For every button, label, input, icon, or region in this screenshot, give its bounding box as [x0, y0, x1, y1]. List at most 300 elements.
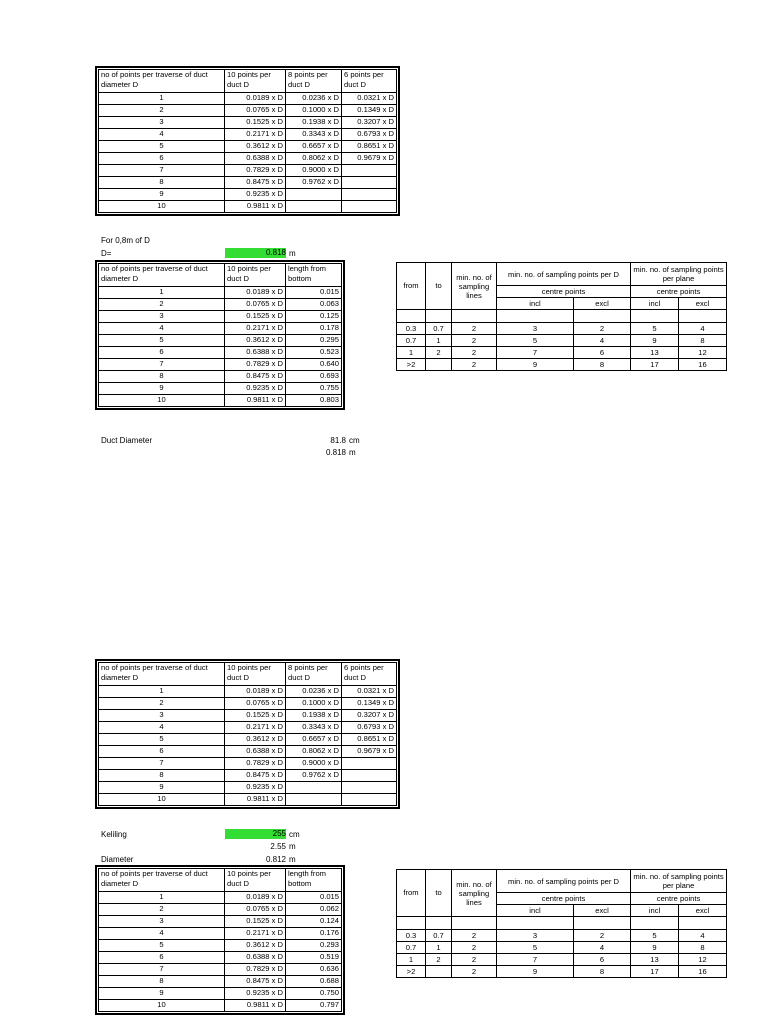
blank-cell [574, 310, 631, 323]
keliling-label: Keliling [101, 830, 127, 839]
per-d-excl: 8 [574, 359, 631, 371]
point-number: 3 [99, 916, 225, 928]
point-number: 4 [99, 722, 225, 734]
to-value [426, 966, 452, 978]
points-header: no of points per traverse of duct diameter D [99, 70, 225, 93]
length-from-bottom: 0.523 [286, 347, 342, 359]
factor-10: 0.8475 x D [225, 371, 286, 383]
table-row [99, 686, 397, 698]
table-row [99, 710, 397, 722]
table-row [99, 952, 342, 964]
10-points-header: 10 points per duct D [225, 663, 286, 686]
d-value: 0.818 [265, 248, 286, 257]
factor-10: 0.1525 x D [225, 311, 286, 323]
per-plane-incl: 9 [631, 335, 679, 347]
point-number: 8 [99, 976, 225, 988]
blank-cell [452, 917, 497, 930]
table-row [99, 371, 342, 383]
table-row [99, 323, 342, 335]
min-lines-value: 2 [452, 347, 497, 359]
blank-cell [426, 310, 452, 323]
from-value: 0.7 [397, 942, 426, 954]
length-table-1 [98, 263, 342, 407]
table-row [99, 189, 397, 201]
length-from-bottom: 0.124 [286, 916, 342, 928]
table-row [99, 299, 342, 311]
duct-diameter-cm-unit: cm [349, 436, 360, 445]
factor-8: 0.9000 x D [286, 165, 342, 177]
table-row [99, 746, 397, 758]
point-number: 9 [99, 782, 225, 794]
length-from-bottom: 0.015 [286, 892, 342, 904]
table-row [99, 976, 342, 988]
per-d-excl: 4 [574, 335, 631, 347]
table-row [397, 323, 727, 335]
table-row [99, 758, 397, 770]
factor-10: 0.0189 x D [225, 892, 286, 904]
table-row [99, 93, 397, 105]
centre-points-header: centre points [631, 893, 727, 905]
factor-10: 0.0765 x D [225, 698, 286, 710]
length-header: length from bottom [286, 869, 342, 892]
table-row [99, 698, 397, 710]
from-header: from [397, 263, 426, 310]
to-value [426, 359, 452, 371]
factor-8: 0.8062 x D [286, 153, 342, 165]
excl-header: excl [679, 298, 727, 310]
factor-8: 0.1938 x D [286, 117, 342, 129]
factor-6 [342, 189, 397, 201]
factor-6: 0.3207 x D [342, 710, 397, 722]
diameter-unit: m [289, 855, 296, 864]
table-row [99, 347, 342, 359]
blank-cell [631, 310, 679, 323]
factor-10: 0.9235 x D [225, 189, 286, 201]
length-from-bottom: 0.750 [286, 988, 342, 1000]
table-row [99, 335, 342, 347]
length-from-bottom: 0.636 [286, 964, 342, 976]
header-row [99, 70, 397, 93]
table-row [99, 383, 342, 395]
blank-cell [497, 917, 574, 930]
per-plane-excl: 8 [679, 942, 727, 954]
point-number: 10 [99, 1000, 225, 1012]
factor-10: 0.0189 x D [225, 93, 286, 105]
per-plane-excl: 4 [679, 323, 727, 335]
table-row [397, 359, 727, 371]
per-d-incl: 5 [497, 942, 574, 954]
factor-8 [286, 189, 342, 201]
per-plane-excl: 4 [679, 930, 727, 942]
table-row [397, 966, 727, 978]
length-from-bottom: 0.693 [286, 371, 342, 383]
from-header: from [397, 870, 426, 917]
point-number: 9 [99, 988, 225, 1000]
factor-6: 0.9679 x D [342, 153, 397, 165]
table-row [99, 165, 397, 177]
points-table-bottom-body [99, 663, 397, 806]
factor-8: 0.0236 x D [286, 686, 342, 698]
factor-10: 0.3612 x D [225, 141, 286, 153]
per-plane-header: min. no. of sampling points per plane [631, 263, 727, 286]
to-value: 1 [426, 942, 452, 954]
point-number: 6 [99, 153, 225, 165]
factor-8: 0.6657 x D [286, 141, 342, 153]
length-table-2-body [99, 869, 342, 1012]
factor-6: 0.8651 x D [342, 141, 397, 153]
factor-6: 0.6793 x D [342, 722, 397, 734]
table-row [99, 287, 342, 299]
point-number: 2 [99, 299, 225, 311]
table-row [99, 928, 342, 940]
factor-6 [342, 794, 397, 806]
length-from-bottom: 0.688 [286, 976, 342, 988]
factor-6: 0.1349 x D [342, 698, 397, 710]
factor-10: 0.9811 x D [225, 201, 286, 213]
min-lines-value: 2 [452, 966, 497, 978]
incl-header: incl [631, 298, 679, 310]
factor-10: 0.1525 x D [225, 710, 286, 722]
per-d-excl: 6 [574, 954, 631, 966]
from-value: >2 [397, 966, 426, 978]
per-plane-incl: 13 [631, 347, 679, 359]
keliling-cm-unit: cm [289, 830, 300, 839]
factor-10: 0.0189 x D [225, 686, 286, 698]
point-number: 2 [99, 698, 225, 710]
point-number: 9 [99, 189, 225, 201]
factor-10: 0.0765 x D [225, 105, 286, 117]
factor-10: 0.1525 x D [225, 916, 286, 928]
factor-10: 0.0765 x D [225, 904, 286, 916]
incl-header: incl [631, 905, 679, 917]
factor-8: 0.9762 x D [286, 770, 342, 782]
point-number: 7 [99, 964, 225, 976]
factor-8: 0.9000 x D [286, 758, 342, 770]
diameter-value: 0.812 [265, 855, 286, 864]
point-number: 1 [99, 93, 225, 105]
factor-10: 0.9811 x D [225, 794, 286, 806]
keliling-m: 2.55 [270, 842, 286, 851]
point-number: 7 [99, 165, 225, 177]
factor-6 [342, 201, 397, 213]
factor-10: 0.9235 x D [225, 988, 286, 1000]
point-number: 1 [99, 892, 225, 904]
length-from-bottom: 0.063 [286, 299, 342, 311]
to-header: to [426, 263, 452, 310]
header-row [397, 263, 727, 286]
factor-10: 0.8475 x D [225, 177, 286, 189]
d-unit: m [289, 249, 296, 258]
factor-8: 0.8062 x D [286, 746, 342, 758]
min-lines-value: 2 [452, 930, 497, 942]
per-plane-excl: 12 [679, 954, 727, 966]
per-plane-excl: 16 [679, 359, 727, 371]
per-d-header: min. no. of sampling points per D [497, 263, 631, 286]
factor-8: 0.0236 x D [286, 93, 342, 105]
keliling-cm: 255 [272, 829, 286, 838]
blank-cell [452, 310, 497, 323]
factor-10: 0.6388 x D [225, 153, 286, 165]
to-header: to [426, 870, 452, 917]
length-from-bottom: 0.293 [286, 940, 342, 952]
factor-6 [342, 770, 397, 782]
table-row [99, 311, 342, 323]
keliling-m-unit: m [289, 842, 296, 851]
header-row [397, 870, 727, 893]
table-row [99, 794, 397, 806]
from-value: 1 [397, 954, 426, 966]
table-row [99, 105, 397, 117]
header-row [99, 264, 342, 287]
length-from-bottom: 0.803 [286, 395, 342, 407]
factor-6: 0.0321 x D [342, 93, 397, 105]
table-row [99, 940, 342, 952]
per-plane-incl: 13 [631, 954, 679, 966]
factor-6: 0.0321 x D [342, 686, 397, 698]
table-row [397, 930, 727, 942]
min-lines-value: 2 [452, 335, 497, 347]
point-number: 5 [99, 335, 225, 347]
per-d-excl: 4 [574, 942, 631, 954]
table-row [99, 782, 397, 794]
point-number: 3 [99, 311, 225, 323]
length-table-1-body [99, 264, 342, 407]
point-number: 3 [99, 710, 225, 722]
per-plane-incl: 5 [631, 930, 679, 942]
10-points-header: 10 points per duct D [225, 869, 286, 892]
per-plane-incl: 17 [631, 359, 679, 371]
point-number: 10 [99, 794, 225, 806]
factor-10: 0.2171 x D [225, 129, 286, 141]
excl-header: excl [574, 905, 631, 917]
per-d-incl: 7 [497, 954, 574, 966]
factor-6 [342, 758, 397, 770]
factor-8 [286, 794, 342, 806]
per-plane-header: min. no. of sampling points per plane [631, 870, 727, 893]
length-from-bottom: 0.755 [286, 383, 342, 395]
factor-10: 0.9235 x D [225, 782, 286, 794]
table-row [99, 141, 397, 153]
per-plane-excl: 12 [679, 347, 727, 359]
table-row [99, 1000, 342, 1012]
factor-10: 0.0765 x D [225, 299, 286, 311]
per-plane-incl: 9 [631, 942, 679, 954]
table-row [99, 722, 397, 734]
per-d-excl: 2 [574, 323, 631, 335]
length-from-bottom: 0.519 [286, 952, 342, 964]
sampling-table-2 [396, 869, 727, 978]
min-lines-value: 2 [452, 942, 497, 954]
per-d-incl: 9 [497, 359, 574, 371]
d-label: D= [101, 249, 112, 258]
table-row [99, 770, 397, 782]
points-table-top-body [99, 70, 397, 213]
point-number: 10 [99, 395, 225, 407]
min-lines-value: 2 [452, 359, 497, 371]
length-from-bottom: 0.640 [286, 359, 342, 371]
blank-cell [574, 917, 631, 930]
factor-8: 0.1000 x D [286, 105, 342, 117]
from-value: 0.3 [397, 323, 426, 335]
excl-header: excl [679, 905, 727, 917]
table-row [99, 129, 397, 141]
factor-10: 0.0189 x D [225, 287, 286, 299]
incl-header: incl [497, 905, 574, 917]
duct-diameter-label: Duct Diameter [101, 436, 153, 445]
points-header: no of points per traverse of duct diameter D [99, 264, 225, 287]
section1-note: For 0,8m of D [101, 236, 150, 245]
min-lines-header: min. no. of sampling lines [452, 870, 497, 917]
points-table-top [98, 69, 397, 213]
factor-8: 0.6657 x D [286, 734, 342, 746]
to-value: 0.7 [426, 930, 452, 942]
factor-10: 0.9235 x D [225, 383, 286, 395]
point-number: 6 [99, 347, 225, 359]
points-header: no of points per traverse of duct diameter D [99, 663, 225, 686]
min-lines-value: 2 [452, 323, 497, 335]
length-from-bottom: 0.125 [286, 311, 342, 323]
factor-8: 0.1938 x D [286, 710, 342, 722]
per-d-excl: 8 [574, 966, 631, 978]
factor-6: 0.8651 x D [342, 734, 397, 746]
centre-points-header: centre points [497, 286, 631, 298]
table-row [397, 942, 727, 954]
point-number: 7 [99, 758, 225, 770]
table-row [99, 916, 342, 928]
factor-6: 0.3207 x D [342, 117, 397, 129]
table-row [99, 904, 342, 916]
factor-8: 0.9762 x D [286, 177, 342, 189]
per-plane-excl: 16 [679, 966, 727, 978]
point-number: 6 [99, 952, 225, 964]
per-d-excl: 2 [574, 930, 631, 942]
point-number: 5 [99, 734, 225, 746]
per-d-incl: 3 [497, 930, 574, 942]
blank-cell [426, 917, 452, 930]
length-table-2 [98, 868, 342, 1012]
factor-8 [286, 201, 342, 213]
from-value: 0.7 [397, 335, 426, 347]
centre-points-header: centre points [631, 286, 727, 298]
factor-6 [342, 177, 397, 189]
per-d-incl: 9 [497, 966, 574, 978]
excl-header: excl [574, 298, 631, 310]
factor-10: 0.9811 x D [225, 1000, 286, 1012]
factor-10: 0.7829 x D [225, 964, 286, 976]
factor-10: 0.6388 x D [225, 746, 286, 758]
points-header: no of points per traverse of duct diameter D [99, 869, 225, 892]
blank-cell [679, 310, 727, 323]
blank-row [397, 917, 727, 930]
factor-6: 0.6793 x D [342, 129, 397, 141]
table-row [99, 395, 342, 407]
per-plane-incl: 17 [631, 966, 679, 978]
table-row [397, 347, 727, 359]
factor-10: 0.2171 x D [225, 722, 286, 734]
blank-cell [631, 917, 679, 930]
length-from-bottom: 0.178 [286, 323, 342, 335]
from-value: >2 [397, 359, 426, 371]
keliling-cm-cell [225, 829, 286, 839]
factor-10: 0.6388 x D [225, 952, 286, 964]
table-row [99, 734, 397, 746]
factor-8: 0.3343 x D [286, 129, 342, 141]
diameter-label: Diameter [101, 855, 134, 864]
per-plane-incl: 5 [631, 323, 679, 335]
to-value: 0.7 [426, 323, 452, 335]
point-number: 2 [99, 904, 225, 916]
to-value: 2 [426, 347, 452, 359]
factor-10: 0.6388 x D [225, 347, 286, 359]
points-table-bottom [98, 662, 397, 806]
factor-10: 0.1525 x D [225, 117, 286, 129]
duct-diameter-m: 0.818 [325, 448, 346, 457]
factor-10: 0.2171 x D [225, 323, 286, 335]
point-number: 8 [99, 770, 225, 782]
point-number: 1 [99, 686, 225, 698]
point-number: 10 [99, 201, 225, 213]
header-row [99, 663, 397, 686]
table-row [99, 964, 342, 976]
per-plane-excl: 8 [679, 335, 727, 347]
10-points-header: 10 points per duct D [225, 264, 286, 287]
factor-6 [342, 782, 397, 794]
per-d-header: min. no. of sampling points per D [497, 870, 631, 893]
8-points-header: 8 points per duct D [286, 663, 342, 686]
factor-10: 0.3612 x D [225, 734, 286, 746]
factor-10: 0.3612 x D [225, 940, 286, 952]
per-d-incl: 5 [497, 335, 574, 347]
from-value: 0.3 [397, 930, 426, 942]
factor-8 [286, 782, 342, 794]
factor-10: 0.2171 x D [225, 928, 286, 940]
point-number: 8 [99, 177, 225, 189]
duct-diameter-cm: 81.8 [330, 436, 346, 445]
point-number: 4 [99, 928, 225, 940]
sampling-table-body [397, 870, 727, 978]
point-number: 9 [99, 383, 225, 395]
point-number: 7 [99, 359, 225, 371]
length-header: length from bottom [286, 264, 342, 287]
per-d-excl: 6 [574, 347, 631, 359]
point-number: 4 [99, 129, 225, 141]
duct-diameter-m-unit: m [349, 448, 356, 457]
blank-cell [397, 310, 426, 323]
min-lines-value: 2 [452, 954, 497, 966]
point-number: 6 [99, 746, 225, 758]
blank-row [397, 310, 727, 323]
table-row [99, 177, 397, 189]
length-from-bottom: 0.062 [286, 904, 342, 916]
factor-6: 0.9679 x D [342, 746, 397, 758]
point-number: 5 [99, 141, 225, 153]
factor-10: 0.8475 x D [225, 976, 286, 988]
6-points-header: 6 points per duct D [342, 663, 397, 686]
table-row [99, 892, 342, 904]
to-value: 2 [426, 954, 452, 966]
10-points-header: 10 points per duct D [225, 70, 286, 93]
table-row [99, 153, 397, 165]
factor-10: 0.3612 x D [225, 335, 286, 347]
table-row [99, 117, 397, 129]
incl-header: incl [497, 298, 574, 310]
to-value: 1 [426, 335, 452, 347]
factor-10: 0.7829 x D [225, 359, 286, 371]
length-from-bottom: 0.176 [286, 928, 342, 940]
8-points-header: 8 points per duct D [286, 70, 342, 93]
from-value: 1 [397, 347, 426, 359]
length-from-bottom: 0.295 [286, 335, 342, 347]
